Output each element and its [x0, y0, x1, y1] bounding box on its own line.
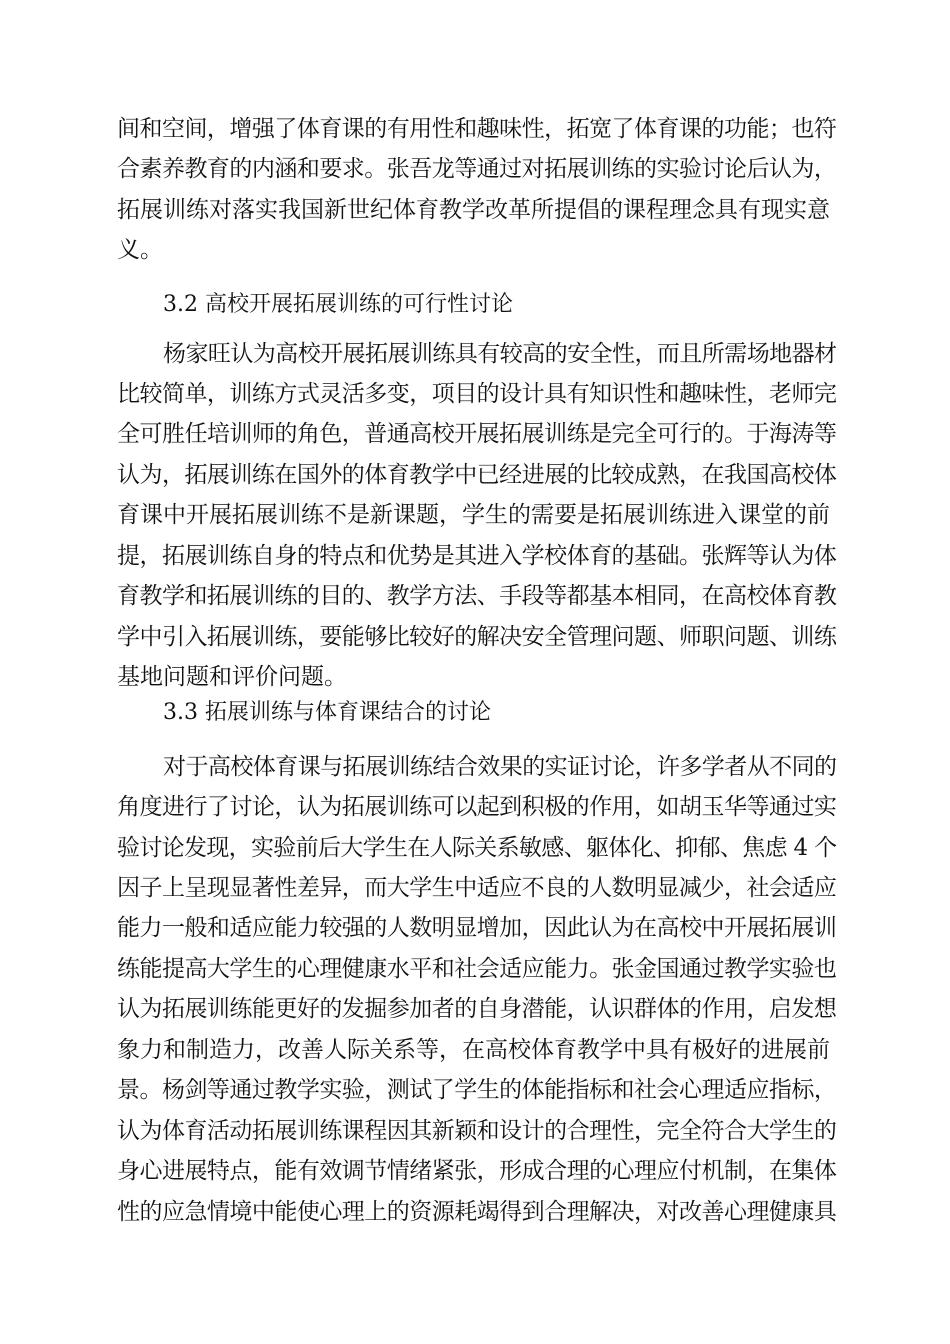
paragraph-line: 基地问题和评价问题。: [117, 664, 347, 690]
paragraph-line: 全可胜任培训师的角色，普通高校开展拓展训练是完全可行的。于海涛等: [117, 421, 837, 447]
paragraph-line: 拓展训练对落实我国新世纪体育教学改革所提倡的课程理念具有现实意: [117, 197, 830, 223]
paragraph-line: 合素养教育的内涵和要求。张吾龙等通过对拓展训练的实验讨论后认为，: [117, 156, 837, 182]
paragraph-line: 学中引入拓展训练，要能够比较好的解决安全管理问题、师职问题、训练: [117, 624, 837, 650]
section-heading-3-3: 3.3 拓展训练与体育课结合的讨论: [163, 700, 491, 725]
paragraph-line: 义。: [117, 237, 163, 263]
paragraph-line: 景。杨剑等通过教学实验，测试了学生的体能指标和社会心理适应指标，: [117, 1077, 837, 1103]
paragraph-line: 比较简单，训练方式灵活多变，项目的设计具有知识性和趣味性，老师完: [117, 381, 837, 407]
paragraph-line: 认为，拓展训练在国外的体育教学中已经进展的比较成熟，在我国高校体: [117, 462, 837, 488]
paragraph-line: 认为体育活动拓展训练课程因其新颖和设计的合理性，完全符合大学生的: [117, 1118, 837, 1144]
paragraph-line: 因子上呈现显著性差异，而大学生中适应不良的人数明显减少，社会适应: [117, 875, 837, 901]
paragraph-line: 提，拓展训练自身的特点和优势是其进入学校体育的基础。张辉等认为体: [117, 543, 837, 569]
paragraph-line: 象力和制造力，改善人际关系等，在高校体育教学中具有极好的进展前: [117, 1037, 830, 1063]
section-heading-3-2: 3.2 高校开展拓展训练的可行性讨论: [163, 292, 513, 317]
paragraph-line: 角度进行了讨论，认为拓展训练可以起到积极的作用，如胡玉华等通过实: [117, 794, 837, 820]
paragraph-line: 认为拓展训练能更好的发掘参加者的自身潜能，认识群体的作用，启发想: [117, 996, 837, 1022]
paragraph-line: 育教学和拓展训练的目的、教学方法、手段等都基本相同，在高校体育教: [117, 583, 837, 609]
paragraph-line: 性的应急情境中能使心理上的资源耗竭得到合理解决，对改善心理健康具: [117, 1199, 837, 1225]
paragraph-line: 杨家旺认为高校开展拓展训练具有较高的安全性，而且所需场地器材: [163, 341, 837, 367]
paragraph-line: 能力一般和适应能力较强的人数明显增加，因此认为在高校中开展拓展训: [117, 915, 837, 941]
paragraph-line: 身心进展特点，能有效调节情绪紧张，形成合理的心理应付机制，在集体: [117, 1158, 837, 1184]
paragraph-line: 练能提高大学生的心理健康水平和社会适应能力。张金国通过教学实验也: [117, 956, 837, 982]
paragraph-line: 育课中开展拓展训练不是新课题，学生的需要是拓展训练进入课堂的前: [117, 502, 830, 528]
paragraph-line: 间和空间，增强了体育课的有用性和趣味性，拓宽了体育课的功能；也符: [117, 116, 837, 142]
paragraph-line: 验讨论发现，实验前后大学生在人际关系敏感、躯体化、抑郁、焦虑 4 个: [117, 835, 837, 861]
paragraph-line: 对于高校体育课与拓展训练结合效果的实证讨论，许多学者从不同的: [163, 754, 837, 780]
